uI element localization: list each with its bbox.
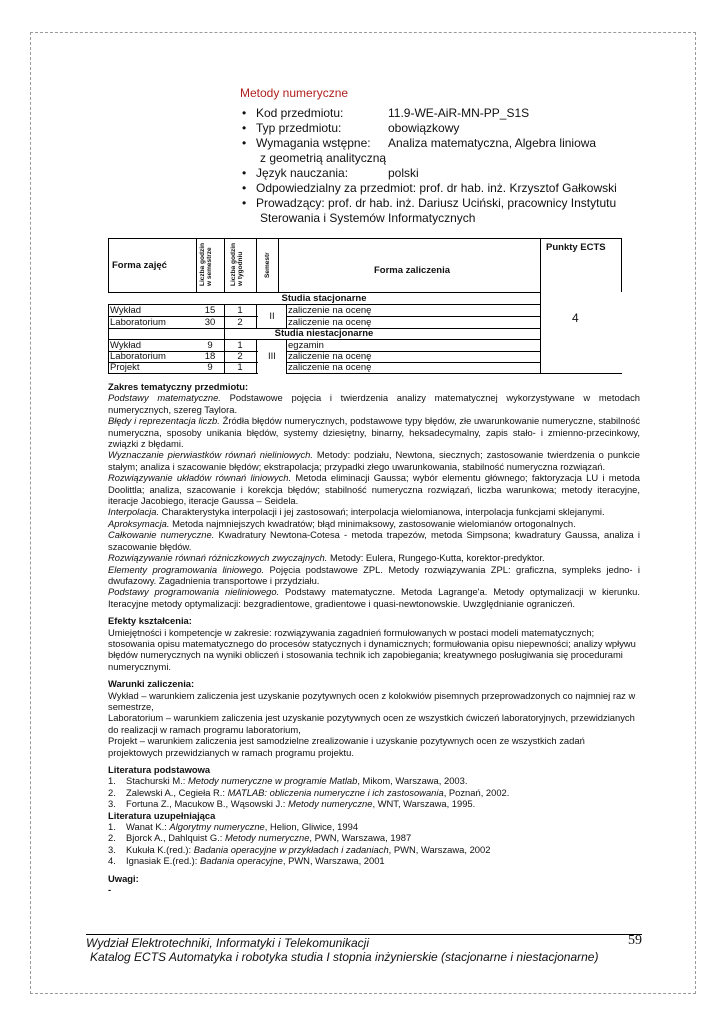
prop-typ: • Typ przedmiotu: obowiązkowy [240,121,617,136]
footer-faculty: Wydział Elektrotechniki, Informatyki i Telekomunikacji [86,936,369,950]
course-properties [240,106,617,226]
list-item: 1. Wanat K.: Algorytmy numeryczne, Helion, Gliwice, 1994 [108,821,359,833]
efekty-heading: Efekty kształcenia: [108,615,192,627]
list-item: 2. Zalewski A., Cegieła R.: MATLAB: obliczenia numeryczne i ich zastosowania, Poznań, 2002. [108,786,510,798]
stac-semestr: II [269,311,275,322]
efekty-text: Umiejętności i kompetencje w zakresie: rozwiązywania zagadnień formułowanych w postaci modeli matematycznych; stosowania opisu matematycznego do procesów statycznych i dynamicznych; formułowania opisu niepewności; analizy wpływu błędów numerycznych na wyniki obliczeń i stosowania technik ich zapobiegania; kreatywnego posługiwania się procedurami numerycznymi. [108,626,636,672]
section-niestacjonarne: Studia niestacjonarne [274,328,374,339]
list-item: 2. Bjorck A., Dahlquist G.: Metody numeryczne, PWN, Warszawa, 1987 [108,832,412,844]
lit-podstawowa-list [108,775,640,809]
lit-uzupelniajaca-heading: Literatura uzupełniająca [108,809,216,821]
header-godz-tydzien: Liczba godzin w tygodniu [230,243,244,286]
header-godz-semestr: Liczba godzin w semestrze [199,243,213,286]
header-forma-zajec: Forma zajęć [112,260,167,271]
course-table: Forma zajęć Liczba godzin w semestrze Liczba godzin w tygodniu Semestr Forma zaliczenia Punkty ECTS Studia stacjonarne Wykład 15 1 zaliczenie na ocenę Laboratorium 30 2 zaliczenie na ocenę II Studia niestacjonarne Wykład 9 1 egzamin Laboratorium 18 2 zaliczenie na ocenę III Projekt 9 1 zaliczenie na ocenę 4 [108,238,622,374]
row-stac-lab-forma: Laboratorium [110,317,166,328]
section-stacjonarne: Studia stacjonarne [281,293,367,304]
footer-catalog: Katalog ECTS Automatyka i robotyka studia I stopnia inżynierskie (stacjonarne i niestacjonarne) [90,950,599,964]
ects-value: 4 [572,311,579,325]
list-item: 4. Ignasiak E.(red.): Badania operacyjne, PWN, Warszawa, 2001 [108,855,385,867]
list-item: 3. Fortuna Z., Macukow B., Wąsowski J.: Metody numeryczne, WNT, Warszawa, 1995. [108,798,476,810]
list-item: 1. Stachurski M.: Metody numeryczne w programie Matlab, Mikom, Warszawa, 2003. [108,775,468,787]
uwagi-heading: Uwagi: [108,872,139,884]
header-ects: Punkty ECTS [546,242,606,253]
niestac-semestr: III [268,351,276,362]
list-item: 3. Kukuła K.(red.): Badania operacyjne w przykładach i zadaniach, PWN, Warszawa, 2002 [108,843,491,855]
prop-wymagania: • Wymagania wstępne: Analiza matematyczna, Algebra liniowa z geometrią analityczną [240,136,617,166]
zakres-heading: Zakres tematyczny przedmiotu: [108,381,249,392]
page-footer [86,934,642,964]
uwagi-text: - [108,884,112,896]
header-semestr: Semestr [264,252,271,278]
warunki-heading: Warunki zaliczenia: [108,678,195,690]
page-number: 59 [628,933,642,948]
lit-uzupelniajaca-list [108,821,640,867]
prop-odpowiedzialny: • Odpowiedzialny za przedmiot: prof. dr hab. inż. Krzysztof Gałkowski [240,181,617,196]
prop-jezyk: • Język nauczania: polski [240,166,617,181]
prop-kod: • Kod przedmiotu: 11.9-WE-AiR-MN-PP_S1S [240,106,617,121]
lit-podstawowa-heading: Literatura podstawowa [108,764,211,775]
header-forma-zaliczenia: Forma zaliczenia [374,265,451,276]
course-title: Metody numeryczne [240,86,349,100]
row-stac-wyklad-forma: Wykład [110,305,142,316]
course-description: Zakres tematyczny przedmiotu: Podstawy matematyczne. Podstawowe pojęcia i twierdzenia analizy matematycznej wykorzystywane w metodach numerycznych, szereg Taylora. Błędy i reprezentacja liczb. Źródła błędów numerycznych, podstawowe typy błędów, złe uwarunkowanie numeryczne, stabilność numeryczna, sposoby unikania błędów, systemy dziesiętny, binarny, heksadecymalny, zapis stało- i zmienno-przecinkowy, związki z błędami. Wyznaczanie pierwiastków równań nieliniowych. Metody: podziału, Newtona, siecznych; zastosowanie twierdzenia o punkcie stałym; analiza i szacowanie błędów; ekstrapolacja; przypadki złego uwarunkowania, stabilność numeryczna rozwiązań. Rozwiązywanie układów równań liniowych. Metoda eliminacji Gaussa; wybór elementu głównego; faktoryzacja LU i metoda Doolittla; analiza, szacowanie i korekcja błędów; stabilność numeryczna rozwiązań, liczba warunkowa; metody iteracyjne, iteracje Jacobiego, iteracje Gaussa – Seidela. Interpolacja. Charakterystyka interpolacji i jej zastosowań; interpolacja wielomianowa, interpolacja funkcjami sklejanymi. Aproksymacja. Metoda najmniejszych kwadratów; błąd minimaksowy, zastosowanie wielomianów ortogonalnych. Całkowanie numeryczne. Kwadratury Newtona-Cotesa - metoda trapezów, metoda Simpsona; kwadratury Gaussa, analiza i szacowanie błędów. Rozwiązywanie równań różniczkowych zwyczajnych. Metody: Eulera, Rungego-Kutta, korektor-predyktor. Elementy programowania liniowego. Pojęcia podstawowe ZPL. Metody rozwiązywania ZPL: graficzna, sympleks jedno- i dwufazowy. Zagadnienia transportowe i przydziału. Podstawy programowania nieliniowego. Podstawy matematyczne. Metoda Lagrange'a. Metody optymalizacji w kierunku. Iteracyjne metody optymalizacji: bezgradientowe, gradientowe i quasi-newtonowskie. Uwzględnianie ograniczeń. Efekty kształcenia: Umiejętności i kompetencje w zakresie: rozwiązywania zagadnień formułowanych w postaci modeli matematycznych; stosowania opisu matematycznego do procesów statycznych i dynamicznych; formułowania opisu niepewności; analizy wpływu błędów numerycznych na wyniki obliczeń i stosowania technik ich zapobiegania; kreatywnego posługiwania się procedurami numerycznymi. Warunki zaliczenia: Wykład – warunkiem zaliczenia jest uzyskanie pozytywnych ocen z kolokwiów pisemnych przeprowadzonych co najmniej raz w semestrze, Laboratorium – warunkiem zaliczenia jest uzyskanie pozytywnych ocen ze wszystkich ćwiczeń laboratoryjnych, przewidzianych do realizacji w ramach programu laboratorium, Projekt – warunkiem zaliczenia jest samodzielne zrealizowanie i uzyskanie pozytywnych ocen ze wszystkich zadań projektowych przewidzianych w ramach programu projektu. Literatura podstawowa 1. Stachurski M.: Metody numeryczne w programie Matlab, Mikom, Warszawa, 2003. 2. Zalewski A., Cegieła R.: MATLAB: obliczenia numeryczne i ich zastosowania, Poznań, 2002. 3. Fortuna Z., Macukow B., Wąsowski J.: Metody numeryczne, WNT, Warszawa, 1995. Literatura uzupełniająca 1. Wanat K.: Algorytmy numeryczne, Helion, Gliwice, 1994 2. Bjorck A., Dahlquist G.: Metody numeryczne, PWN, Warszawa, 1987 3. Kukuła K.(red.): Badania operacyjne w przykładach i zadaniach, PWN, Warszawa, 2002 4. Ignasiak E.(red.): Badania operacyjne, PWN, Warszawa, 2001 Uwagi: - [108,381,641,896]
prop-prowadzacy: • Prowadzący: prof. dr hab. inż. Dariusz Uciński, pracownicy Instytutu Sterowania i Systemów Informatycznych [240,196,617,226]
